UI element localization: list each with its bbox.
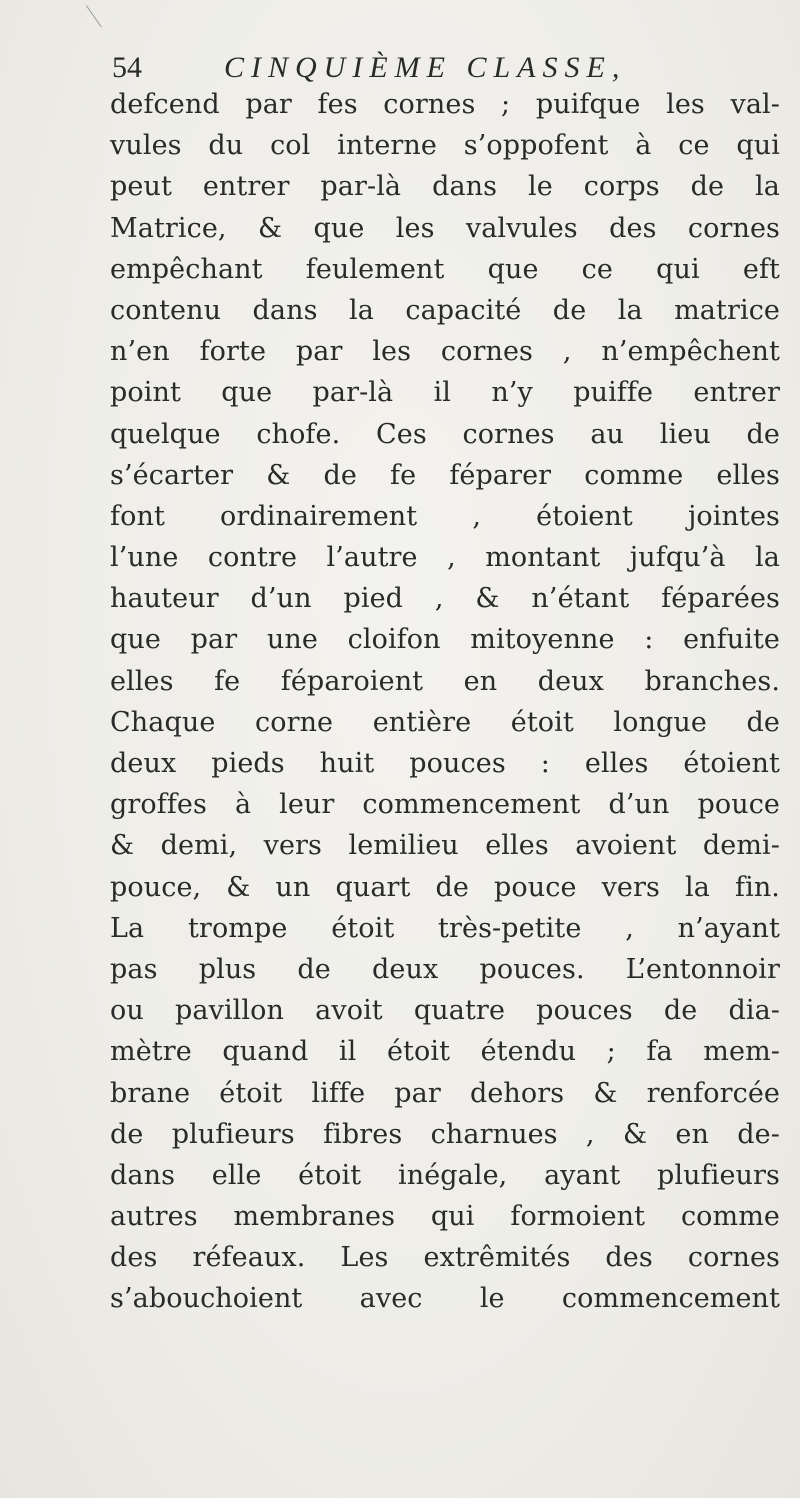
text-line: s’écarter & de fe féparer comme elles [110, 459, 780, 491]
text-line: groffes à leur commencement d’un pouce [110, 789, 780, 821]
text-line: quelque chofe. Ces cornes au lieu de [110, 418, 780, 450]
running-title: CINQUIÈME CLASSE, [224, 51, 627, 84]
text-line: defcend par fes cornes ; puifque les val- [110, 89, 780, 120]
text-line: La trompe étoit très-petite , n’ayant [110, 912, 780, 944]
page-number: 54 [112, 51, 142, 84]
text-line: des réfeaux. Les extrêmités des cornes [110, 1242, 780, 1274]
text-line: ou pavillon avoit quatre pouces de dia- [110, 995, 780, 1027]
text-line: pas plus de deux pouces. L’entonnoir [110, 953, 780, 985]
text-line: peut entrer par-là dans le corps de la [110, 171, 780, 203]
text-line: de plufieurs fibres charnues , & en de- [110, 1118, 780, 1150]
text-line: deux pieds huit pouces : elles étoient [110, 748, 780, 779]
text-line: elles fe féparoient en deux branches. [110, 665, 780, 697]
text-line: s’abouchoient avec le commencement [110, 1283, 780, 1315]
text-line: l’une contre l’autre , montant jufqu’à la [110, 542, 780, 574]
page-header [112, 48, 772, 88]
text-line: vules du col interne s’oppofent à ce qui [110, 130, 780, 162]
text-line: point que par-là il n’y puiffe entrer [110, 377, 780, 409]
text-line: font ordinairement , étoient jointes [110, 500, 780, 532]
text-line: dans elle étoit inégale, ayant plufieurs [110, 1159, 780, 1191]
text-line: empêchant feulement que ce qui eft [110, 253, 780, 285]
text-line: Chaque corne entière étoit longue de [110, 706, 780, 738]
text-line: Matrice, & que les valvules des cornes [110, 212, 780, 244]
text-line: mètre quand il étoit étendu ; fa mem- [110, 1036, 780, 1068]
text-line: pouce, & un quart de pouce vers la fin. [110, 871, 780, 903]
body-text [110, 84, 780, 1320]
text-line: contenu dans la capacité de la matrice [110, 294, 780, 326]
text-line: hauteur d’un pied , & n’étant féparées [110, 583, 780, 615]
text-line: n’en forte par les cornes , n’empêchent [110, 336, 780, 368]
text-line: autres membranes qui formoient comme [110, 1201, 780, 1233]
margin-mark [86, 5, 102, 27]
text-line: & demi, vers lemilieu elles avoient demi- [110, 830, 780, 862]
text-line: que par une cloifon mitoyenne : enfuite [110, 624, 780, 656]
text-line: brane étoit liffe par dehors & renforcée [110, 1077, 780, 1109]
